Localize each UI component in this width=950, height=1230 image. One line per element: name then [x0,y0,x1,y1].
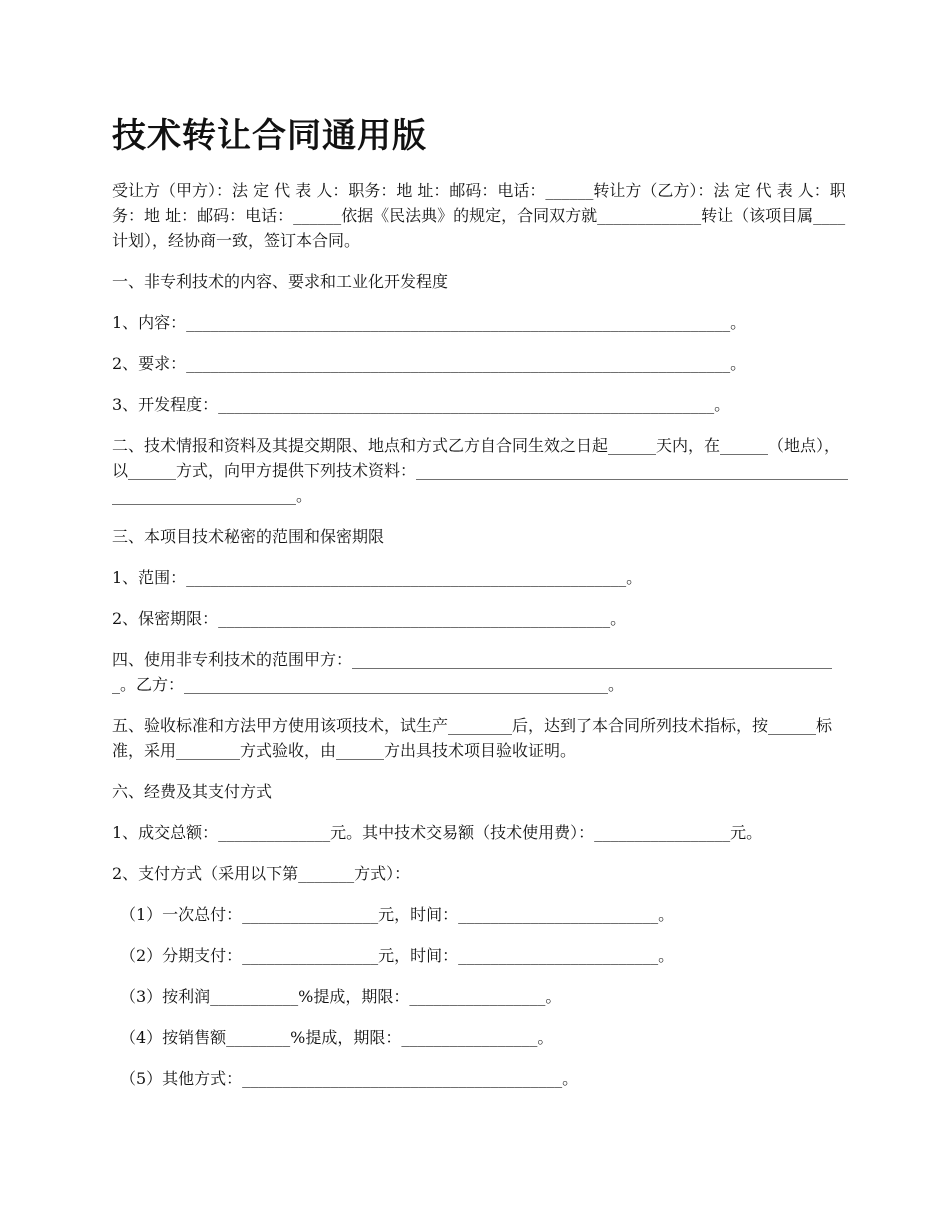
payment-option-3: （3）按利润___________%提成，期限：_________________。 [120,987,562,1006]
confidentiality-period-line: 2、保密期限：_________________________________________________。 [112,609,627,628]
payment-option-1: （1）一次总付：_________________元，时间：_________________________。 [120,905,675,924]
payment-method-line: 2、支付方式（采用以下第_______方式）： [112,864,411,883]
development-level-line: 3、开发程度：______________________________________________________________。 [112,395,731,414]
scope-line: 1、范围：_______________________________________________________。 [112,568,643,587]
requirement-line: 2、要求：____________________________________________________________________。 [112,354,747,373]
section-4-paragraph: 四、使用非专利技术的范围甲方：_____________________________________________________________。乙方：_____________________________________________________。 [112,650,833,694]
section-1-heading: 一、非专利技术的内容、要求和工业化开发程度 [112,272,449,291]
document-page [112,112,852,1107]
total-amount-line: 1、成交总额：______________元。其中技术交易额（技术使用费）：_________________元。 [112,823,763,842]
section-2-paragraph: 二、技术情报和资料及其提交期限、地点和方式乙方自合同生效之日起______天内，在______（地点），以______方式，向甲方提供下列技术资料：_____________________________________________________________________________。 [112,436,849,505]
section-5-paragraph: 五、验收标准和方法甲方使用该项技术，试生产________后，达到了本合同所列技术指标，按______标准，采用________方式验收，由______方出具技术项目验收证明。 [112,716,833,760]
payment-option-2: （2）分期支付：_________________元，时间：_________________________。 [120,946,675,965]
section-6-heading: 六、经费及其支付方式 [112,782,273,801]
document-title: 技术转让合同通用版 [112,116,427,156]
payment-option-4: （4）按销售额________%提成，期限：_________________。 [120,1028,554,1047]
parties-paragraph: 受让方（甲方）：法 定 代 表 人：职务：地 址：邮码：电话：______转让方（乙方）：法 定 代 表 人：职务：地 址：邮码：电话：______依据《民法典》的规定，合同双方就_____________转让（该项目属____计划），经协商一致，签订本合同。 [112,181,846,250]
content-line: 1、内容：____________________________________________________________________。 [112,313,747,332]
payment-option-5: （5）其他方式：________________________________________。 [120,1069,579,1088]
section-3-heading: 三、本项目技术秘密的范围和保密期限 [112,527,385,546]
